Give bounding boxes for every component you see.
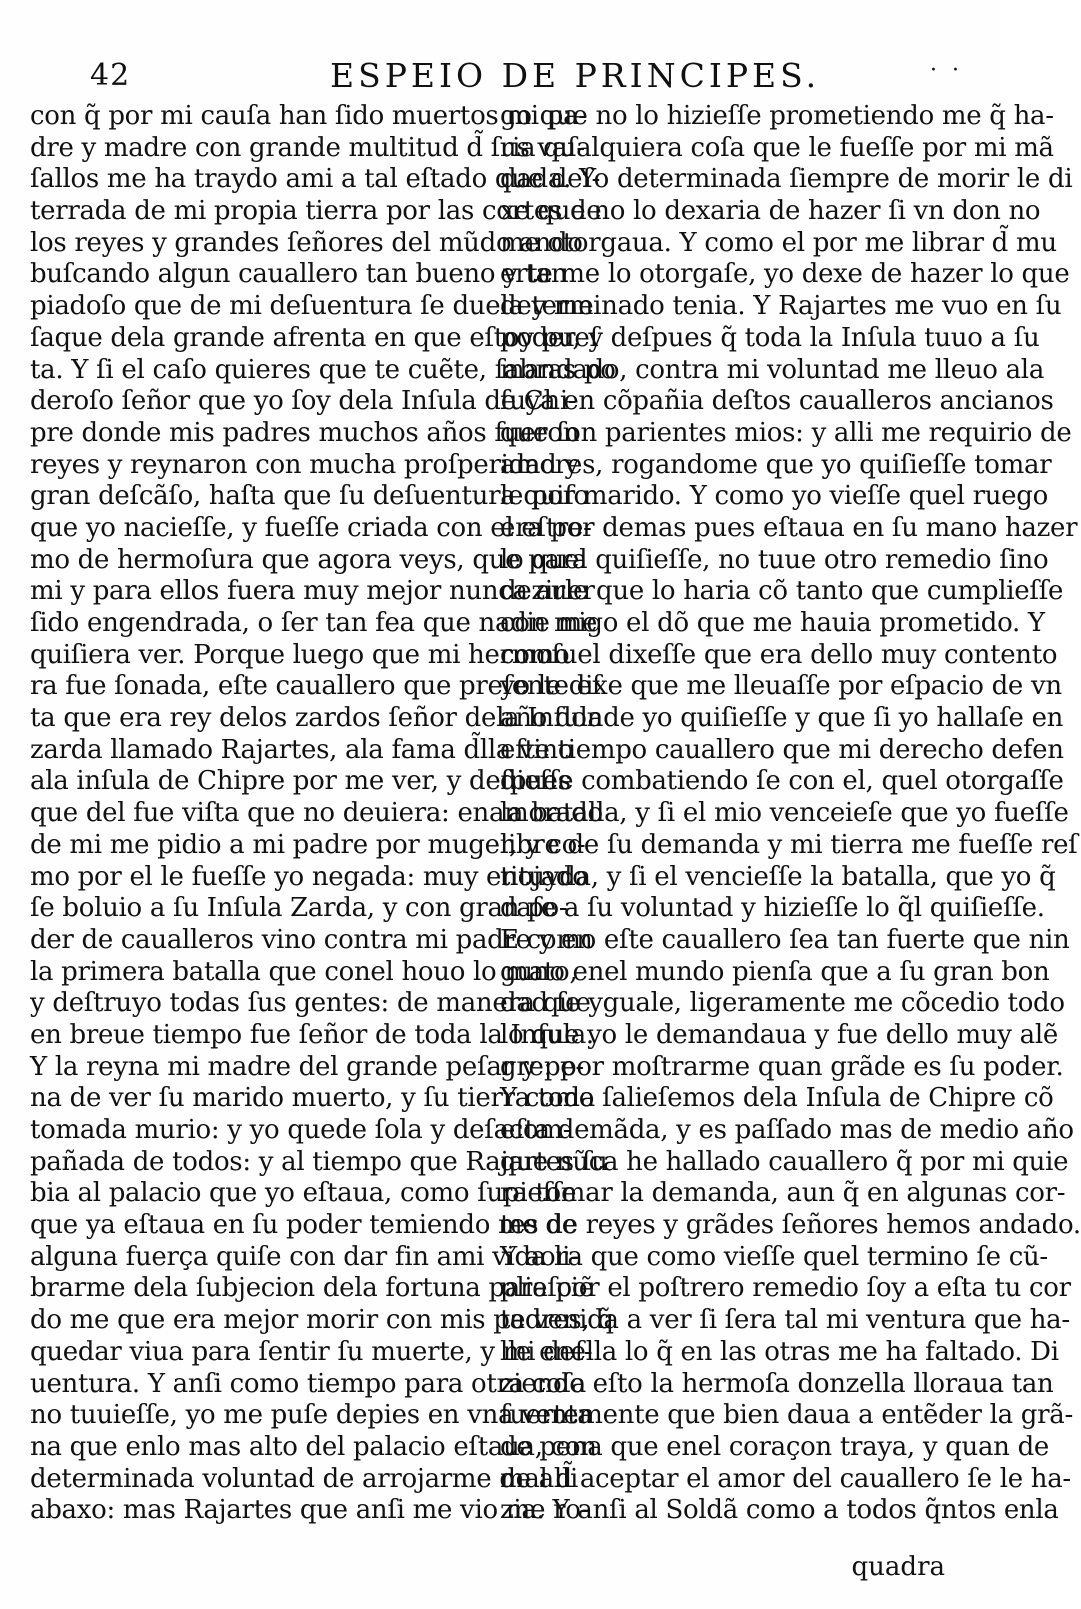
text-line: me otorgaua. Y como el por me librar d̃ mu [500,227,1057,258]
text-line: ſallos me ha traydo ami a tal eſtado que deſ- [30,164,600,195]
text-line: alguna fuerça quiſe con dar fin ami vida li- [30,1241,579,1272]
text-line: gre: por moſtrarme quan grãde es ſu poder. [500,1051,1064,1082]
text-line: Y como ſalieſemos dela Inſula de Chipre cõ [500,1083,1054,1114]
text-line: ta que era rey delos zardos ſeñor dela Inſula [30,703,603,734]
text-line: como el dixeſſe que era dello muy contento [500,639,1058,670]
text-line: fuertemente que bien daua a entẽder la grã- [500,1400,1073,1431]
text-line: daſe a ſu voluntad y hizieſſe lo q̃l quiſieſſe. [500,893,1045,924]
text-line: na de ver ſu marido muerto, y ſu tierra toda [30,1083,595,1114]
text-line: ſido engendrada, o ſer tan fea que nadie me [30,608,598,638]
text-line: dada. Yo determinada ſiempre de morir le di [500,164,1073,195]
text-line: te venida a ver ſi ſera tal mi ventura que ha- [500,1305,1070,1336]
text-line: poder, y deſpues q̃ toda la Inſula tuuo a ſu [500,322,1040,353]
text-line: go que no lo hizieſſe prometiendo me q̃ ha- [500,101,1054,131]
text-line: zarda llamado Rajartes, ala fama d̃lla vino [30,734,574,765]
text-line: na que enlo mas alto del palacio eſtaua, con [30,1431,597,1462]
text-line: que yo nacieſſe, y fueſſe criada con el eſtre- [30,512,592,543]
text-line: que ya eſtaua en ſu poder temiendo me de [30,1210,577,1241]
text-line: la primera batalla que conel houo lo mato, [30,956,578,987]
text-line: eſta demãda, y es paſſado mas de medio año [500,1115,1074,1145]
text-line: ta. Y ſi el caſo quieres que te cuẽte, ſabras po [30,354,616,385]
right-text-column [500,101,1081,1527]
text-line: dieſſe combatiendo ſe con el, quel otorgaſſe [500,766,1064,797]
running-title: ESPEIO DE PRINCIPES. [330,56,821,95]
text-line: terrada de mi propia tierra por las cortes de [30,196,602,227]
text-line: los reyes y grandes ſeñores del mũdo ando [30,227,583,258]
text-line: con q̃ por mi cauſa han ſido muertos mi pa- [30,101,587,131]
text-line: lle enella lo q̃ en las otras me ha faltado. Di [500,1336,1059,1367]
text-line: brarme dela ſubjecion dela fortuna pareſciẽ [30,1273,594,1304]
text-line: ſe boluio a ſu Inſula Zarda, y con gran po- [30,893,568,924]
text-line: mal d̃ aceptar el amor del cauallero ſe le ha- [500,1463,1071,1494]
text-line: y deſtruyo todas ſus gentes: de manera que [30,988,591,1019]
text-line: en breue tiempo fue ſeñor de toda la Inſula. [30,1019,594,1050]
text-line: ra tomar la demanda, aun q̃ en algunas cor- [500,1178,1066,1209]
text-line: mi y para ellos fuera muy mejor nunca auer [30,576,595,607]
text-line: año donde yo quiſieſſe y que ſi yo hallaſe en [500,703,1064,734]
text-line: guno enel mundo pienſa que a ſu gran bon [500,956,1050,987]
text-line: de mi me pidio a mi padre por muger, y co- [30,829,586,860]
text-line: tituyda, y ſi el vencieſſe la batalla, que yo q̃ [500,861,1056,892]
text-line: ziendo eſto la hermoſa donzella lloraua tan [500,1368,1054,1399]
text-line: dad ſe yguale, ligeramente me cõcedio todo [500,988,1065,1019]
text-line: dezirle que lo haria cõ tanto que cumplieſſe [500,576,1064,607]
text-line: buſcando algun cauallero tan bueno y tan [30,259,568,290]
text-line: ra fue ſonada, eſte cauallero que preſente eſ [30,671,602,702]
text-line: que nũca he hallado cauallero q̃ por mi quie [500,1146,1069,1177]
page-number: 42 [90,58,131,93]
text-line: no tuuieſſe, yo me puſe depies en vna venta [30,1400,593,1431]
text-line: ſaque dela grande afrenta en que eſtoy pueſ [30,322,599,353]
text-line: deroſo ſeñor que yo ſoy dela Inſula de Chi- [30,386,577,417]
text-line: xe que no lo dexaria de hazer ſi vn don no [500,196,1041,227]
text-line: determinado tenia. Y Rajartes me vuo en ſu [500,291,1062,322]
text-line: lo que yo le demandaua y fue dello muy alẽ [500,1019,1058,1050]
text-line: tomada murio: y yo quede ſola y deſacom- [30,1115,572,1145]
text-line: pañada de todos: y al tiempo que Rajartes ſu [30,1146,608,1177]
text-line: gran deſcãſo, haſta que ſu deſuentura quiſo [30,481,589,512]
text-line: E como eſte cauallero ſea tan fuerte que nin [500,924,1070,955]
text-line: piadoſo que de mi deſuentura ſe duela y me [30,291,594,322]
text-line: reyes y reynaron con mucha proſperidad y [30,449,579,480]
text-line: era por demas pues eſtaua en ſu mano hazer [500,512,1078,543]
text-line: tes de reyes y grãdes ſeñores hemos andado. [500,1210,1081,1241]
text-line: erte me lo otorgaſe, yo dexe de hazer lo que [500,259,1070,290]
text-line: libre de ſu demanda y mi tierra me fueſſe reſ [500,829,1078,860]
text-line: le por marido. Y como yo vieſſe quel ruego [500,481,1048,512]
text-line: amores, rogandome que yo quiſieſſe tomar [500,449,1052,480]
text-line: que del fue viſta que no deuiera: enamorado [30,798,603,829]
text-line: plia por el poſtrero remedio ſoy a eſta tu cor [500,1273,1071,1304]
text-line: quiſiera ver. Porque luego que mi hermoſu [30,639,578,670]
text-line: de pena que enel coraçon traya, y quan de [500,1431,1050,1462]
text-line: pre donde mis padres muchos años fueron [30,417,580,448]
text-line: Y aora que como vieſſe quel termino ſe cũ- [500,1241,1048,1272]
text-line: yo le dixe que me lleuaſſe por eſpacio de vn [500,671,1062,702]
text-line: la batalla, y ſi el mio venceieſe que yo fueſſe [500,798,1069,829]
text-line: ala inſula de Chipre por me ver, y deſpues [30,766,571,797]
text-line: mo de hermoſura que agora veys, que para [30,544,588,575]
text-line: que ſon parientes mios: y alli me requirio de [500,417,1072,448]
text-line: Y la reyna mi madre del grande peſar y pe- [30,1051,584,1082]
text-line: ria qualquiera coſa que le fueſſe por mi mã [500,132,1054,163]
text-line: zia. Y anſi al Soldã como a todos q̃ntos enla [500,1495,1059,1526]
text-line: eſte tiempo cauallero que mi derecho defen [500,734,1064,765]
text-line: quedar viua para ſentir ſu muerte, y mi deſ- [30,1336,593,1367]
text-line: mo por el le fueſſe yo negada: muy enojado [30,861,588,892]
text-line: der de caualleros vino contra mi padre y en [30,924,593,955]
text-line: lo quel quiſieſſe, no tuue otro remedio ſino [500,544,1049,575]
text-line: abaxo: mas Rajartes que anſi me vio me ro- [30,1495,590,1526]
text-line: do me que era mejor morir con mis padres, q̃ [30,1305,614,1336]
text-line: bia al palacio que yo eſtaua, como ſupieſſe [30,1178,577,1209]
catchword: quadra [851,1552,945,1582]
text-line: determinada voluntad de arrojarme de alli [30,1463,578,1494]
text-line: con migo el dõ que me hauia prometido. Y [500,608,1045,638]
text-line: mandado, contra mi voluntad me lleuo ala [500,354,1045,385]
text-line: ſuya en cõpañia deſtos caualleros ancianos [500,386,1054,417]
printer-marks: · · [930,58,963,83]
text-line: dre y madre con grande multitud d̃ ſus vaſ- [30,132,585,163]
left-text-column [30,101,616,1527]
text-line: uentura. Y anſi como tiempo para otra coſa [30,1368,586,1399]
